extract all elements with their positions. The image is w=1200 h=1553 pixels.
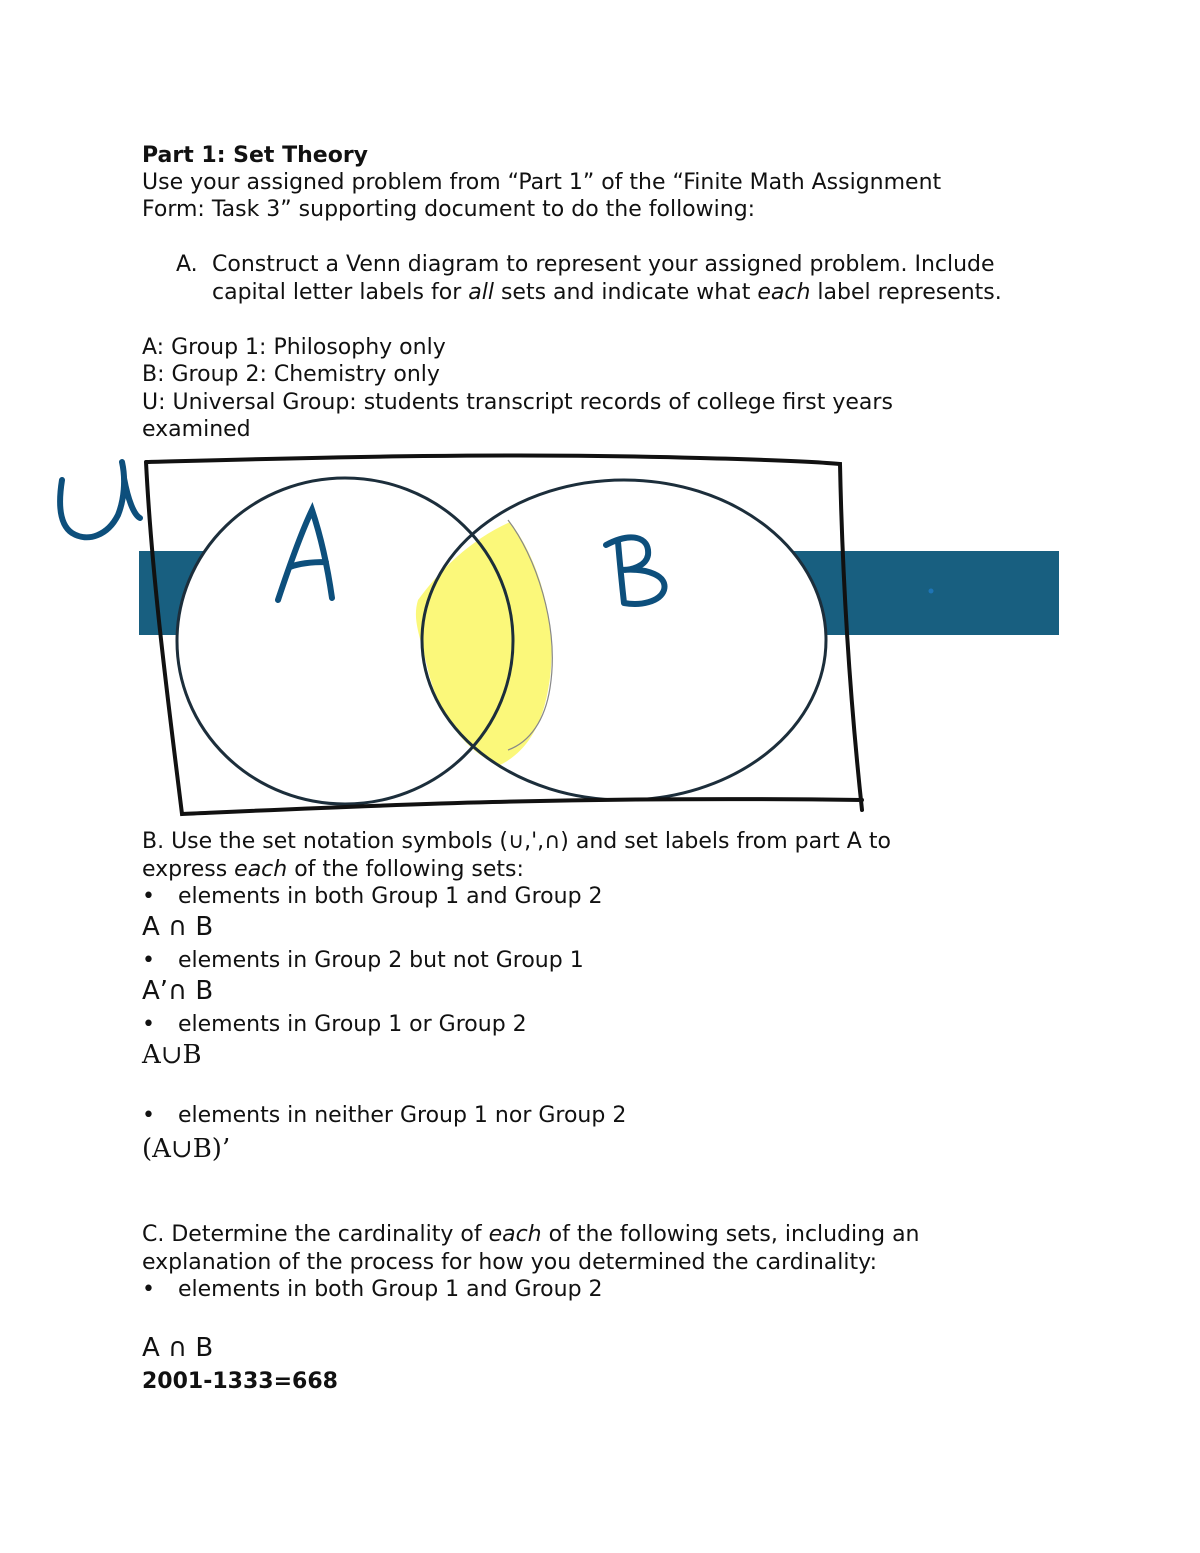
label-u-line-1: U: Universal Group: students transcript records of college first years — [142, 390, 893, 415]
label-b: B: Group 2: Chemistry only — [142, 362, 440, 387]
answer-intersection: A ∩ B — [142, 912, 214, 942]
part-b-line-1: B. Use the set notation symbols (∪,',∩) and set labels from part A to — [142, 829, 891, 854]
part-c-line-2: explanation of the process for how you determined the cardinality: — [142, 1250, 877, 1275]
answer-complement-intersection: A’∩ B — [142, 976, 214, 1006]
answer-intersection-c: A ∩ B — [142, 1333, 214, 1363]
list-item: • elements in both Group 1 and Group 2 — [142, 884, 603, 909]
answer-union-complement: (A∪B)’ — [142, 1134, 231, 1164]
label-u-line-2: examined — [142, 417, 251, 442]
section-heading: Part 1: Set Theory — [142, 143, 369, 168]
part-a-marker: A. — [176, 252, 198, 277]
list-item: • elements in Group 1 or Group 2 — [142, 1012, 527, 1037]
list-item: • elements in both Group 1 and Group 2 — [142, 1277, 603, 1302]
list-item: • elements in neither Group 1 nor Group 2 — [142, 1103, 627, 1128]
part-c-line-1: C. Determine the cardinality of each of the following sets, including an — [142, 1222, 920, 1247]
stray-dot — [929, 589, 934, 594]
u-handwritten-icon — [60, 462, 140, 537]
list-item: • elements in Group 2 but not Group 1 — [142, 948, 584, 973]
cardinality-calculation: 2001-1333=668 — [142, 1369, 338, 1394]
part-a-line-2: capital letter labels for all sets and indicate what each label represents. — [212, 280, 1002, 305]
intro-line-2: Form: Task 3” supporting document to do the following: — [142, 197, 756, 222]
part-b-line-2: express each of the following sets: — [142, 857, 524, 882]
part-a-line-1: Construct a Venn diagram to represent your assigned problem. Include — [212, 252, 995, 277]
intro-line-1: Use your assigned problem from “Part 1” of the “Finite Math Assignment — [142, 170, 942, 195]
label-a: A: Group 1: Philosophy only — [142, 335, 446, 360]
answer-union: A∪B — [142, 1040, 202, 1070]
